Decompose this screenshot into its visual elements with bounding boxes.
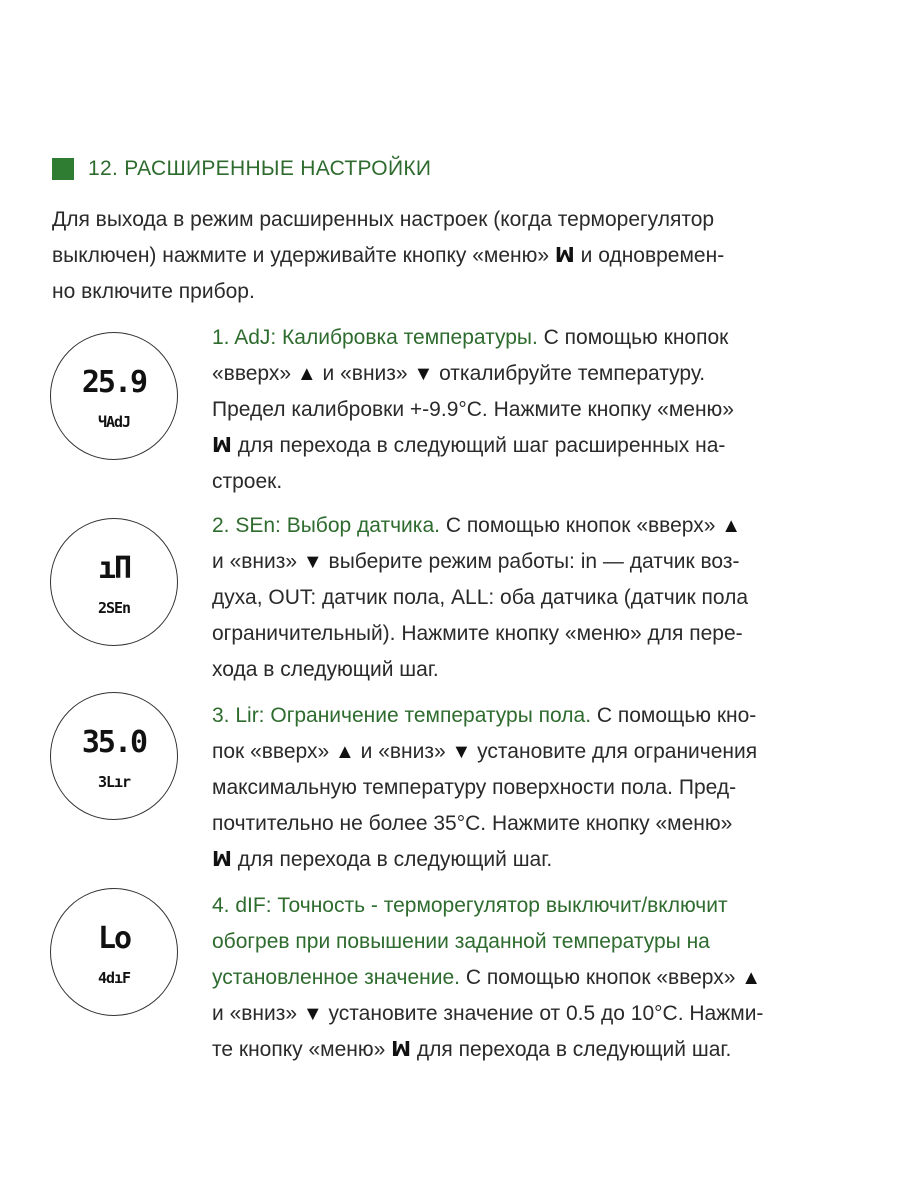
display-main-value: ıП xyxy=(97,551,131,586)
intro-line: Для выхода в режим расширенных настроек (когда терморегулятор xyxy=(52,208,715,231)
display-main-value: 25.9 xyxy=(81,365,147,400)
thermostat-display-icon xyxy=(50,888,178,1016)
item-title: 3. Lir: Ограничение температуры пола. xyxy=(212,704,592,727)
item-line xyxy=(212,508,852,544)
intro-text: и одновремен- xyxy=(580,244,725,267)
item-title: 4. dIF: Точность - терморегулятор выключит/включит xyxy=(212,894,728,917)
menu-button-icon: ꟽ xyxy=(391,1039,412,1061)
item-text: для перехода в следующий шаг. xyxy=(237,848,553,871)
arrow-down-icon: ▼ xyxy=(302,1003,323,1025)
item-text: «вверх» xyxy=(212,362,292,385)
item-text: установите для ограничения xyxy=(477,740,758,763)
item-text: для перехода в следующий шаг расширенных на- xyxy=(237,434,726,457)
item-line: Предел калибровки +-9.9°С. Нажмите кнопку «меню» xyxy=(212,398,734,421)
item-line xyxy=(212,428,852,464)
item-text: и «вниз» xyxy=(322,362,408,385)
item-text: С помощью кнопок «вверх» xyxy=(465,966,736,989)
green-square-marker xyxy=(52,158,74,180)
item-text: С помощью кно- xyxy=(596,704,757,727)
arrow-up-icon: ▲ xyxy=(296,363,317,385)
thermostat-display-icon xyxy=(50,332,178,460)
item-text: выберите режим работы: in — датчик воз- xyxy=(328,550,740,573)
section-header xyxy=(52,157,431,181)
item-line xyxy=(212,842,852,878)
menu-button-icon: ꟽ xyxy=(212,435,232,457)
item-text: пок «вверх» xyxy=(212,740,330,763)
item-line xyxy=(212,1032,852,1068)
item-line xyxy=(212,698,852,734)
display-main-value: 35.0 xyxy=(81,725,147,760)
item-line xyxy=(212,734,852,770)
item-line xyxy=(212,996,852,1032)
intro-text: выключен) нажмите и удерживайте кнопку «меню» xyxy=(52,244,550,267)
item-text: и «вниз» xyxy=(212,550,298,573)
item-line: духа, OUT: датчик пола, ALL: оба датчика (датчик пола xyxy=(212,586,749,609)
item-description xyxy=(212,888,852,1068)
arrow-down-icon: ▼ xyxy=(451,741,472,763)
item-line: максимальную температуру поверхности пола. Пред- xyxy=(212,776,737,799)
item-text: С помощью кнопок «вверх» xyxy=(445,514,716,537)
item-line: ограничительный). Нажмите кнопку «меню» для пере- xyxy=(212,622,743,645)
item-line: почтительно не более 35°С. Нажмите кнопку «меню» xyxy=(212,812,733,835)
item-line xyxy=(212,320,852,356)
item-text: те кнопку «меню» xyxy=(212,1038,386,1061)
item-line: хода в следующий шаг. xyxy=(212,658,439,681)
item-line xyxy=(212,356,852,392)
arrow-up-icon: ▲ xyxy=(334,741,355,763)
display-sub-value: 2SEn xyxy=(97,599,131,617)
item-title: 1. AdJ: Калибровка температуры. xyxy=(212,326,538,349)
thermostat-display-icon xyxy=(50,518,178,646)
item-text: и «вниз» xyxy=(212,1002,298,1025)
item-line xyxy=(212,960,852,996)
display-sub-value: ЧАdJ xyxy=(97,413,131,431)
item-title: 2. SEn: Выбор датчика. xyxy=(212,514,440,537)
item-line: строек. xyxy=(212,470,283,493)
item-title: установленное значение. xyxy=(212,966,461,989)
item-text: установите значение от 0.5 до 10°С. Нажми- xyxy=(328,1002,764,1025)
intro-paragraph xyxy=(52,202,852,310)
arrow-down-icon: ▼ xyxy=(413,363,434,385)
item-text: и «вниз» xyxy=(360,740,446,763)
display-main-value: Lo xyxy=(97,921,131,956)
intro-line xyxy=(52,238,852,274)
section-title: 12. РАСШИРЕННЫЕ НАСТРОЙКИ xyxy=(88,157,432,180)
item-line xyxy=(212,544,852,580)
arrow-up-icon: ▲ xyxy=(741,967,762,989)
item-description xyxy=(212,508,852,688)
display-sub-value: 4dıF xyxy=(97,969,131,987)
arrow-up-icon: ▲ xyxy=(721,515,742,537)
menu-button-icon: ꟽ xyxy=(554,245,575,267)
item-description xyxy=(212,698,852,878)
item-text: откалибруйте температуру. xyxy=(439,362,706,385)
item-text: для перехода в следующий шаг. xyxy=(416,1038,732,1061)
arrow-down-icon: ▼ xyxy=(302,551,323,573)
intro-line: но включите прибор. xyxy=(52,280,255,303)
item-description xyxy=(212,320,852,500)
item-title: обогрев при повышении заданной температуры на xyxy=(212,930,710,953)
display-sub-value: 3Lır xyxy=(97,773,131,791)
menu-button-icon: ꟽ xyxy=(212,849,232,871)
item-text: С помощью кнопок xyxy=(543,326,729,349)
thermostat-display-icon xyxy=(50,692,178,820)
